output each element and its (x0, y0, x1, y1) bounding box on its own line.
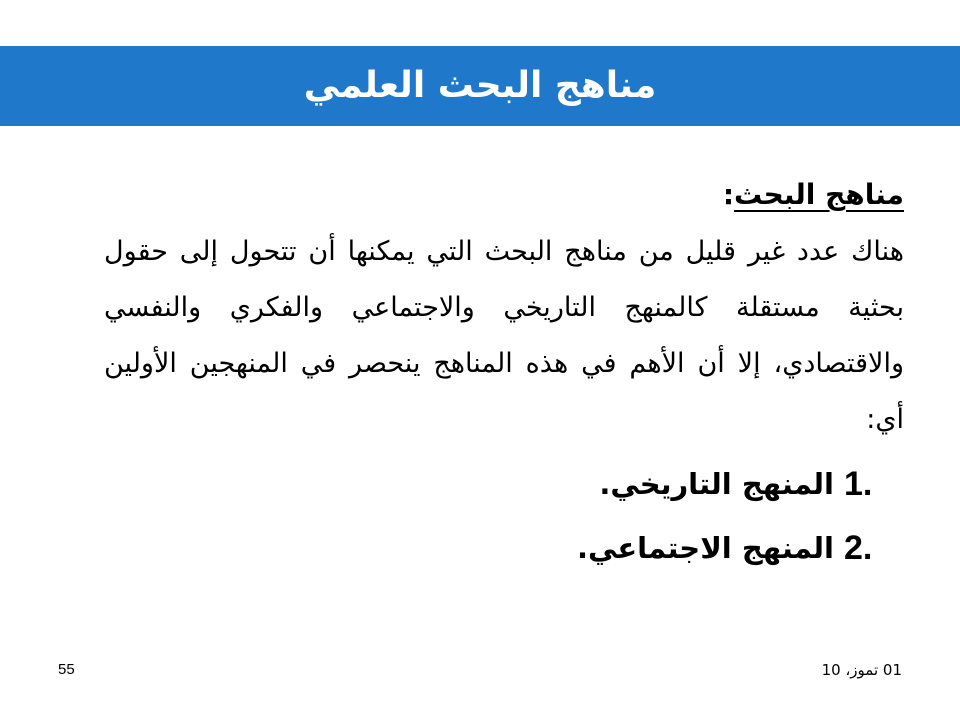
list-item-text: المنهج الاجتماعي. (576, 531, 834, 565)
list-item (40, 516, 904, 580)
section-heading (40, 172, 904, 218)
list-item (40, 452, 904, 516)
section-heading-colon: : (722, 178, 735, 211)
footer-date: 01 تموز، 10 (821, 661, 902, 679)
list-item-text: المنهج التاريخي. (599, 467, 834, 501)
slide-title-bar (0, 46, 960, 126)
slide-title: مناهج البحث العلمي (303, 65, 657, 106)
slide-content (40, 172, 904, 580)
list-item-number: 1. (844, 465, 873, 503)
footer-page-number: 55 (58, 661, 75, 678)
list-item-number: 2. (844, 529, 873, 567)
body-paragraph: هناك عدد غير قليل من مناهج البحث التي يمكنها أن تتحول إلى حقول بحثية مستقلة كالمنهج التاريخي والاجتماعي والفكري والنفسي والاقتصادي، إلا أن الأهم في هذه المناهج ينحصر في المنهجين الأولين أي: (104, 236, 904, 435)
numbered-list (40, 452, 904, 580)
section-heading-label: مناهج البحث (734, 178, 904, 211)
